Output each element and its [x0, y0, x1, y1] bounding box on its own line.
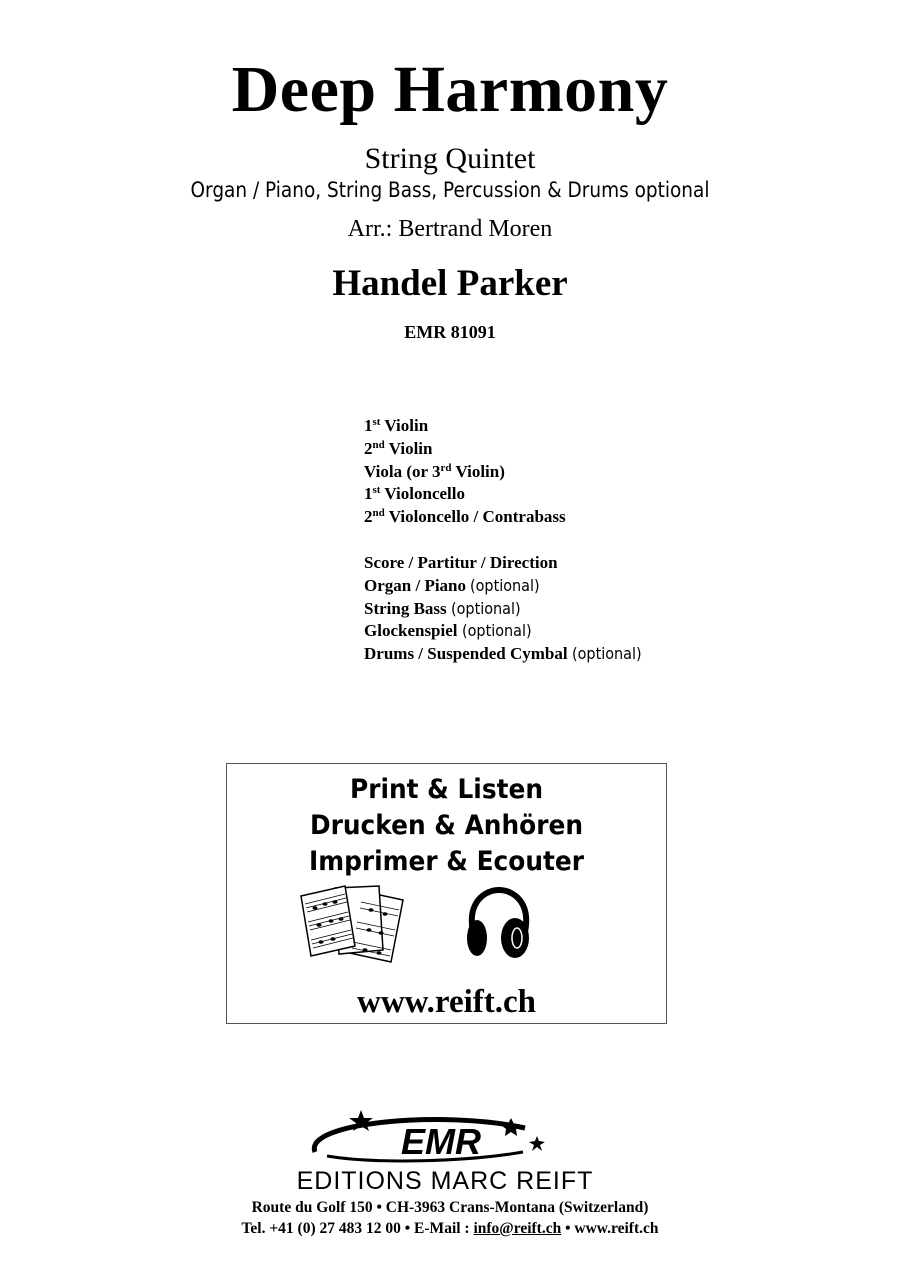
promo-line-de: Drucken & Anhören — [309, 810, 584, 841]
part-item: 1st Violin — [364, 416, 429, 435]
part-item: 2nd Violoncello / Contrabass — [364, 507, 566, 527]
parts-list-extras — [364, 552, 649, 666]
print-listen-box — [226, 763, 667, 1024]
promo-website-link[interactable]: www.reift.ch — [356, 984, 537, 1020]
logo-mark: EMR — [401, 1121, 481, 1162]
promo-line-en: Print & Listen — [349, 774, 544, 805]
contact-tel: Tel. +41 (0) 27 483 12 00 • E-Mail : — [241, 1220, 470, 1237]
sheet-music-icon — [299, 884, 414, 966]
publisher-address: Route du Golf 150 • CH-3963 Crans-Montana (Switzerland) — [251, 1199, 649, 1216]
part-item: Glockenspiel (optional) — [364, 621, 532, 641]
headphones-icon — [463, 886, 535, 962]
email-link[interactable]: info@reift.ch — [473, 1220, 562, 1237]
instrumentation: Organ / Piano, String Bass, Percussion & Drums optional — [190, 178, 710, 202]
part-item: Drums / Suspended Cymbal (optional) — [364, 644, 642, 664]
publisher-contact — [0, 1220, 900, 1238]
catalog-number: EMR 81091 — [404, 322, 496, 342]
part-item: Score / Partitur / Direction — [364, 553, 558, 572]
part-item: String Bass (optional) — [364, 598, 521, 618]
part-item: 2nd Violin — [364, 438, 433, 458]
arranger: Arr.: Bertrand Moren — [347, 216, 553, 242]
publisher-name: EDITIONS MARC REIFT — [296, 1167, 594, 1193]
part-item: Viola (or 3rd Violin) — [364, 461, 505, 481]
parts-list-strings — [364, 415, 566, 529]
subtitle: String Quintet — [364, 142, 536, 175]
emr-logo — [255, 1108, 635, 1193]
promo-line-fr: Imprimer & Ecouter — [308, 846, 585, 877]
composer: Handel Parker — [332, 263, 568, 304]
page-title: Deep Harmony — [231, 53, 669, 126]
website-link[interactable]: • www.reift.ch — [565, 1220, 659, 1237]
part-item: Organ / Piano (optional) — [364, 575, 540, 595]
part-item: 1st Violoncello — [364, 484, 465, 504]
